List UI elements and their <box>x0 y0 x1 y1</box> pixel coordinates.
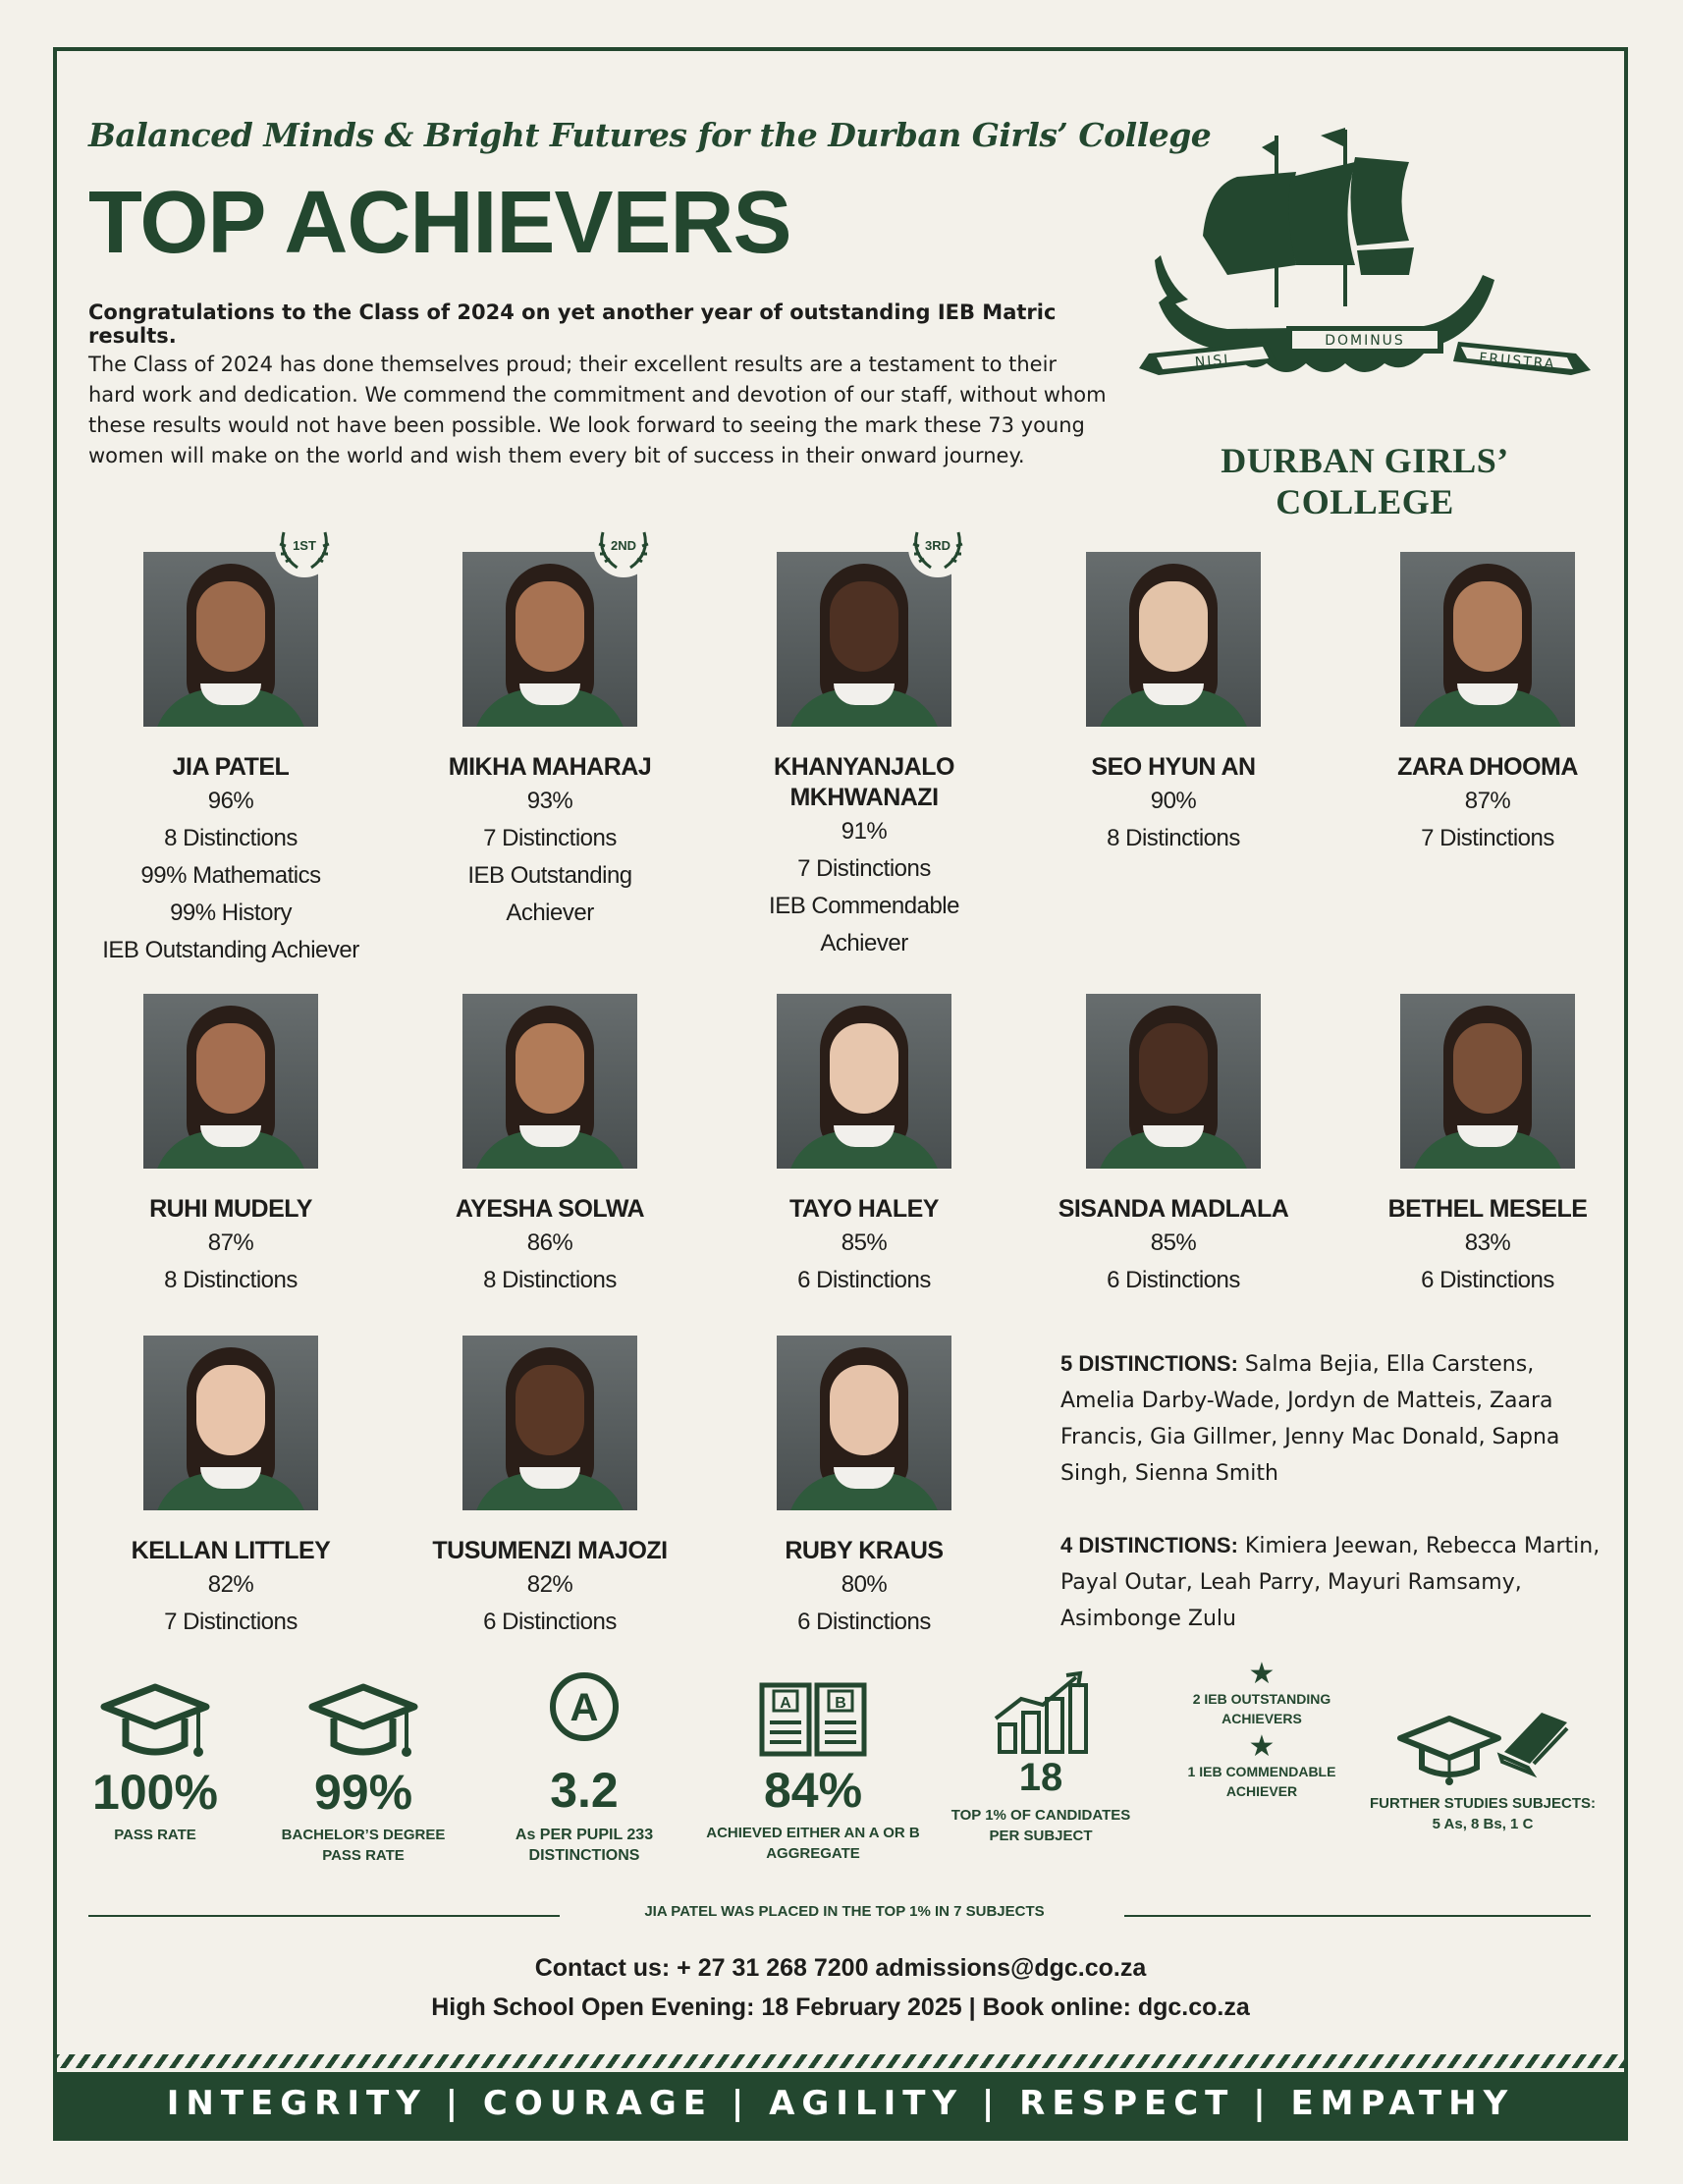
student-detail: 6 Distinctions <box>797 1267 931 1293</box>
motto-center: DOMINUS <box>1325 333 1405 349</box>
stat-bachelor-rate <box>270 1679 457 1866</box>
ab-aggregate-value: 84% <box>763 1763 863 1818</box>
student-name: RUBY KRAUS <box>785 1537 944 1564</box>
student-detail: 6 Distinctions <box>483 1609 617 1635</box>
student-name: BETHEL MESELE <box>1387 1195 1588 1223</box>
graduation-cap-icon <box>304 1679 422 1768</box>
student-detail: IEB Outstanding <box>467 862 632 889</box>
student-photo <box>462 994 637 1169</box>
student-score: 87% <box>1464 788 1511 814</box>
decorative-hatch <box>57 2054 1624 2068</box>
cap-and-books-icon <box>1394 1699 1571 1787</box>
student-detail: 8 Distinctions <box>164 825 298 851</box>
grade-a-icon <box>545 1667 624 1766</box>
student-name: ZARA DHOOMA <box>1397 753 1578 781</box>
student-score: 85% <box>1150 1229 1197 1256</box>
student-name: TUSUMENZI MAJOZI <box>432 1537 668 1564</box>
star-icon: ★ <box>1248 1729 1276 1764</box>
student-photo <box>777 994 951 1169</box>
stat-as-per-pupil <box>486 1667 682 1866</box>
stat-top-one-percent <box>938 1669 1144 1846</box>
rank-label: 2ND <box>610 538 637 553</box>
stat-ab-aggregate <box>705 1677 921 1864</box>
student-name: RUHI MUDELY <box>149 1195 312 1223</box>
motto-right: FRUSTRA <box>1478 350 1556 373</box>
student-photo <box>1400 552 1575 727</box>
stat-pass-rate <box>77 1679 234 1845</box>
student-detail: 6 Distinctions <box>797 1609 931 1635</box>
student-name: MIKHA MAHARAJ <box>448 753 652 781</box>
divider-left <box>88 1915 560 1917</box>
five-distinctions-label: 5 DISTINCTIONS: <box>1060 1351 1238 1376</box>
stat-further-studies <box>1365 1699 1601 1834</box>
student-score: 83% <box>1464 1229 1511 1256</box>
student-detail: Achiever <box>506 900 594 926</box>
student-detail: 8 Distinctions <box>483 1267 617 1293</box>
student-card <box>1026 994 1321 1299</box>
rank-laurel-icon <box>270 522 339 581</box>
page-title: TOP ACHIEVERS <box>88 174 791 272</box>
student-name: KELLAN LITTLEY <box>131 1537 331 1564</box>
student-detail: 6 Distinctions <box>1421 1267 1554 1293</box>
student-card <box>83 538 378 969</box>
grade-a-letter: A <box>570 1686 599 1729</box>
student-photo <box>1086 552 1261 727</box>
student-detail: 6 Distinctions <box>1107 1267 1240 1293</box>
student-score: 85% <box>841 1229 888 1256</box>
student-detail: 7 Distinctions <box>164 1609 298 1635</box>
student-detail: 7 Distinctions <box>797 855 931 882</box>
school-name: DURBAN GIRLS’ COLLEGE <box>1221 441 1509 521</box>
ieb-outstanding-caption: 2 IEB OUTSTANDING ACHIEVERS <box>1192 1691 1331 1726</box>
school-values: INTEGRITY | COURAGE | AGILITY | RESPECT | EMPATHY <box>166 2084 1515 2123</box>
bachelor-rate-value: 99% <box>313 1765 413 1820</box>
motto-left: NISI <box>1194 352 1231 371</box>
student-name: AYESHA SOLWA <box>455 1195 645 1223</box>
ab-aggregate-caption: ACHIEVED EITHER AN A OR B AGGREGATE <box>706 1825 920 1862</box>
student-detail: 7 Distinctions <box>1421 825 1554 851</box>
open-evening-line: High School Open Evening: 18 February 2025 | Book online: dgc.co.za <box>431 1993 1250 2021</box>
student-card <box>717 538 1011 962</box>
intro-paragraph: The Class of 2024 has done themselves proud; their excellent results are a testament to their hard work and dedication. We commend the commitment and devotion of our staff, without whom these results would not have been possible. We look forward to seeing the mark these 73 young women will make on the world and wish them every bit of success in their onward journey. <box>88 353 1107 467</box>
ieb-commendable-caption: 1 IEB COMMENDABLE ACHIEVER <box>1187 1764 1336 1799</box>
student-detail: IEB Outstanding Achiever <box>102 937 359 963</box>
student-name: SISANDA MADLALA <box>1058 1195 1289 1223</box>
four-distinctions-label: 4 DISTINCTIONS: <box>1060 1533 1238 1557</box>
student-card <box>717 994 1011 1299</box>
top-one-percent-caption: TOP 1% OF CANDIDATES PER SUBJECT <box>950 1807 1131 1844</box>
student-photo <box>143 994 318 1169</box>
student-score: 93% <box>526 788 573 814</box>
student-photo <box>777 1336 951 1510</box>
five-distinctions-list <box>1060 1345 1601 1492</box>
four-distinctions-names: Kimiera Jeewan, Rebecca Martin, Payal Outar, Leah Parry, Mayuri Ramsamy, Asimbonge Zulu <box>1060 1534 1601 1631</box>
student-photo <box>1400 994 1575 1169</box>
student-detail: 99% Mathematics <box>140 862 321 889</box>
top-subjects-note: JIA PATEL WAS PLACED IN THE TOP 1% IN 7 SUBJECTS <box>644 1903 1045 1920</box>
student-name: JIA PATEL <box>172 753 290 781</box>
pass-rate-caption: PASS RATE <box>114 1827 196 1843</box>
student-detail: Achiever <box>820 930 908 956</box>
divider-right <box>1124 1915 1591 1917</box>
student-score: 82% <box>207 1571 254 1598</box>
student-detail: 99% History <box>170 900 292 926</box>
as-per-pupil-value: 3.2 <box>550 1763 619 1818</box>
student-photo <box>1086 994 1261 1169</box>
student-card <box>1026 552 1321 857</box>
graduation-cap-icon <box>96 1679 214 1768</box>
student-card <box>403 994 697 1299</box>
bachelor-rate-caption: BACHELOR’S DEGREE PASS RATE <box>281 1827 446 1864</box>
student-detail: IEB Commendable <box>769 893 959 919</box>
student-detail: 8 Distinctions <box>1107 825 1240 851</box>
book-letter-a: A <box>780 1695 791 1712</box>
as-per-pupil-caption: As PER PUPIL 233 DISTINCTIONS <box>515 1827 654 1864</box>
pass-rate-value: 100% <box>92 1765 218 1820</box>
student-score: 86% <box>526 1229 573 1256</box>
congratulations-text: Congratulations to the Class of 2024 on yet another year of outstanding IEB Matric results. <box>88 300 1057 348</box>
student-card <box>1340 994 1635 1299</box>
student-score: 90% <box>1150 788 1197 814</box>
top-one-percent-value: 18 <box>1018 1756 1063 1799</box>
school-crest-logo <box>1129 118 1601 412</box>
student-name: SEO HYUN AN <box>1091 753 1256 781</box>
star-icon: ★ <box>1248 1657 1276 1691</box>
student-card <box>403 1336 697 1641</box>
student-photo <box>462 1336 637 1510</box>
five-distinctions-names: Salma Bejia, Ella Carstens, Amelia Darby-Wade, Jordyn de Matteis, Zaara Francis, Gia Gillmer, Jenny Mac Donald, Sapna Singh, Sienna Smith <box>1060 1352 1560 1486</box>
student-score: 87% <box>207 1229 254 1256</box>
student-score: 82% <box>526 1571 573 1598</box>
student-card <box>403 538 697 932</box>
rank-laurel-icon <box>903 522 972 581</box>
student-score: 96% <box>207 788 254 814</box>
book-letter-b: B <box>835 1695 846 1712</box>
student-detail: 7 Distinctions <box>483 825 617 851</box>
student-score: 91% <box>841 818 888 845</box>
student-card <box>1340 552 1635 857</box>
student-score: 80% <box>841 1571 888 1598</box>
student-photo <box>143 1336 318 1510</box>
growth-chart-icon <box>982 1669 1100 1758</box>
student-card <box>83 994 378 1299</box>
student-name: KHANYANJALO MKHWANAZI <box>774 753 954 811</box>
stat-ieb-achievers <box>1173 1657 1350 1801</box>
further-studies-caption: FURTHER STUDIES SUBJECTS: 5 As, 8 Bs, 1 C <box>1369 1795 1597 1832</box>
rank-label: 3RD <box>924 538 951 553</box>
four-distinctions-list <box>1060 1527 1601 1637</box>
student-card <box>717 1336 1011 1641</box>
rank-label: 1ST <box>293 538 316 553</box>
student-name: TAYO HALEY <box>789 1195 939 1223</box>
contact-line: Contact us: + 27 31 268 7200 admissions@dgc.co.za <box>534 1954 1147 1982</box>
student-card <box>83 1336 378 1641</box>
tagline: Balanced Minds & Bright Futures for the Durban Girls’ College <box>88 116 1212 154</box>
student-detail: 8 Distinctions <box>164 1267 298 1293</box>
rank-laurel-icon <box>589 522 658 581</box>
ab-book-icon <box>754 1677 872 1766</box>
